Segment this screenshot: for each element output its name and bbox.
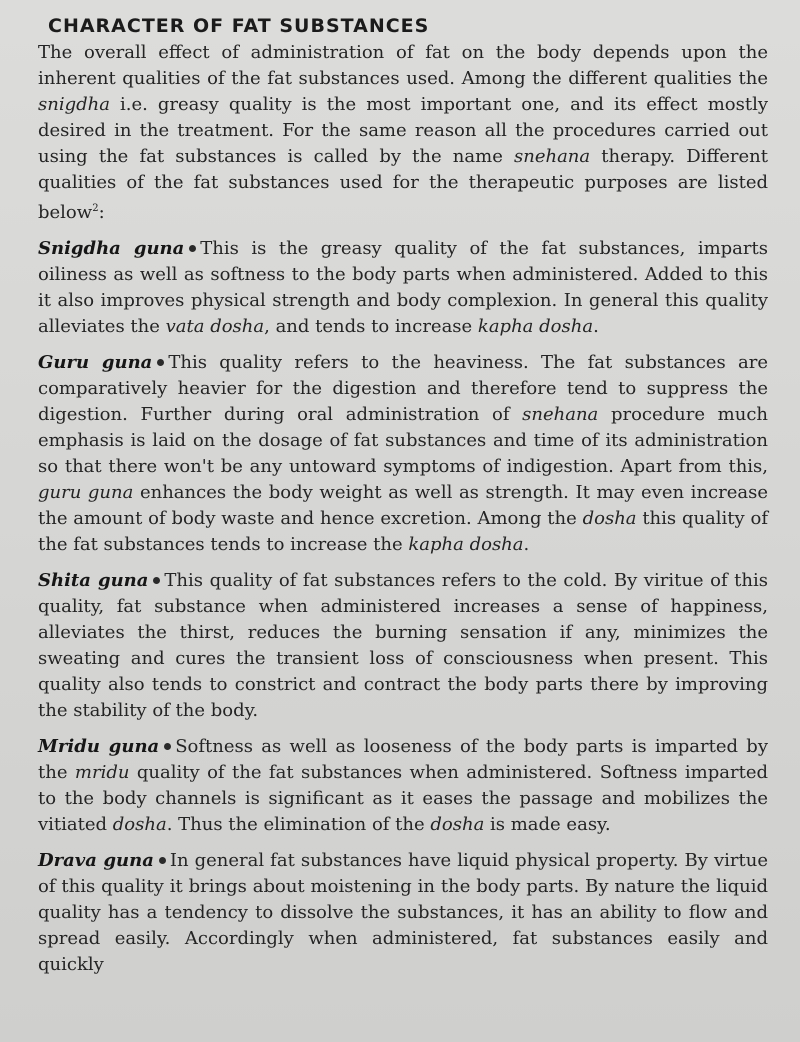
intro-paragraph: The overall effect of administration of fat on the body depends upon the inherent qualities of the fat substances used. Among the different qualities the snigdha i.e. greasy quality is the most important one, and its effect mostly desired in the treatment. For the same reason all the procedures carried out using the fat substances is called by the name snehana therapy. Different qualities of the fat substances used for the therapeutic purposes are listed below$^2$: xyxy=(38,42,768,223)
term-snigdha: snigdha xyxy=(38,94,110,115)
guru-guna-paragraph: Guru guna This quality refers to the heaviness. The fat substances are comparatively heavier for the digestion and therefore tend to suppress the digestion. Further during oral administration of snehana procedure much emphasis is laid on the dosage of fat substances and time of its administration so that there won't be any untoward symptoms of indigestion. Apart from this, guru guna enhances the body weight as well as strength. It may even increase the amount of body waste and hence excretion. Among the dosha this quality of the fat substances tends to increase the kapha dosha. xyxy=(38,352,769,555)
footnote-marker: 2 xyxy=(92,203,99,214)
term-heading: Guru guna xyxy=(38,352,153,373)
snigdha-guna-paragraph: Snigdha guna This is the greasy quality of the fat substances, imparts oiliness as well as softness to the body parts when administered. Added to this it also improves physical strength and body complexion. In general this quality alleviates the vata dosha, and tends to increase kapha dosha. xyxy=(38,238,768,337)
term-heading: Mridu guna xyxy=(38,736,160,757)
bullet-icon xyxy=(164,743,171,750)
bullet-icon xyxy=(153,577,160,584)
mridu-guna-paragraph: Mridu guna Softness as well as looseness of the body parts is imparted by the mridu quality of the fat substances when administered. Softness imparted to the body channels is significant as it eases the passage and mobilizes the vitiated dosha. Thus the elimination of the dosha is made easy. xyxy=(38,736,769,835)
term-heading: Drava guna xyxy=(38,850,154,871)
term-heading: Snigdha guna xyxy=(38,238,185,259)
bullet-icon xyxy=(189,245,196,252)
term-heading: Shita guna xyxy=(38,570,149,591)
document-content xyxy=(38,4,768,978)
shita-guna-paragraph: Shita guna This quality of fat substances refers to the cold. By viritue of this quality, fat substance when administered increases a sense of happiness, alleviates the thirst, reduces the burning sensation if any, minimizes the sweating and cures the transient loss of consciousness when present. This quality also tends to constrict and contract the body parts there by improving the stability of the body. xyxy=(38,570,768,721)
section-heading: CHARACTER OF FAT SUBSTANCES xyxy=(48,15,430,37)
bullet-icon xyxy=(157,359,164,366)
bullet-icon xyxy=(159,857,166,864)
term-snehana: snehana xyxy=(514,146,591,167)
drava-guna-paragraph: Drava guna In general fat substances have liquid physical property. By virtue of this quality it brings about moistening in the body parts. By nature the liquid quality has a tendency to dissolve the substances, it has an ability to flow and spread easily. Accordingly when administered, fat substances easily and quickly xyxy=(38,850,768,975)
